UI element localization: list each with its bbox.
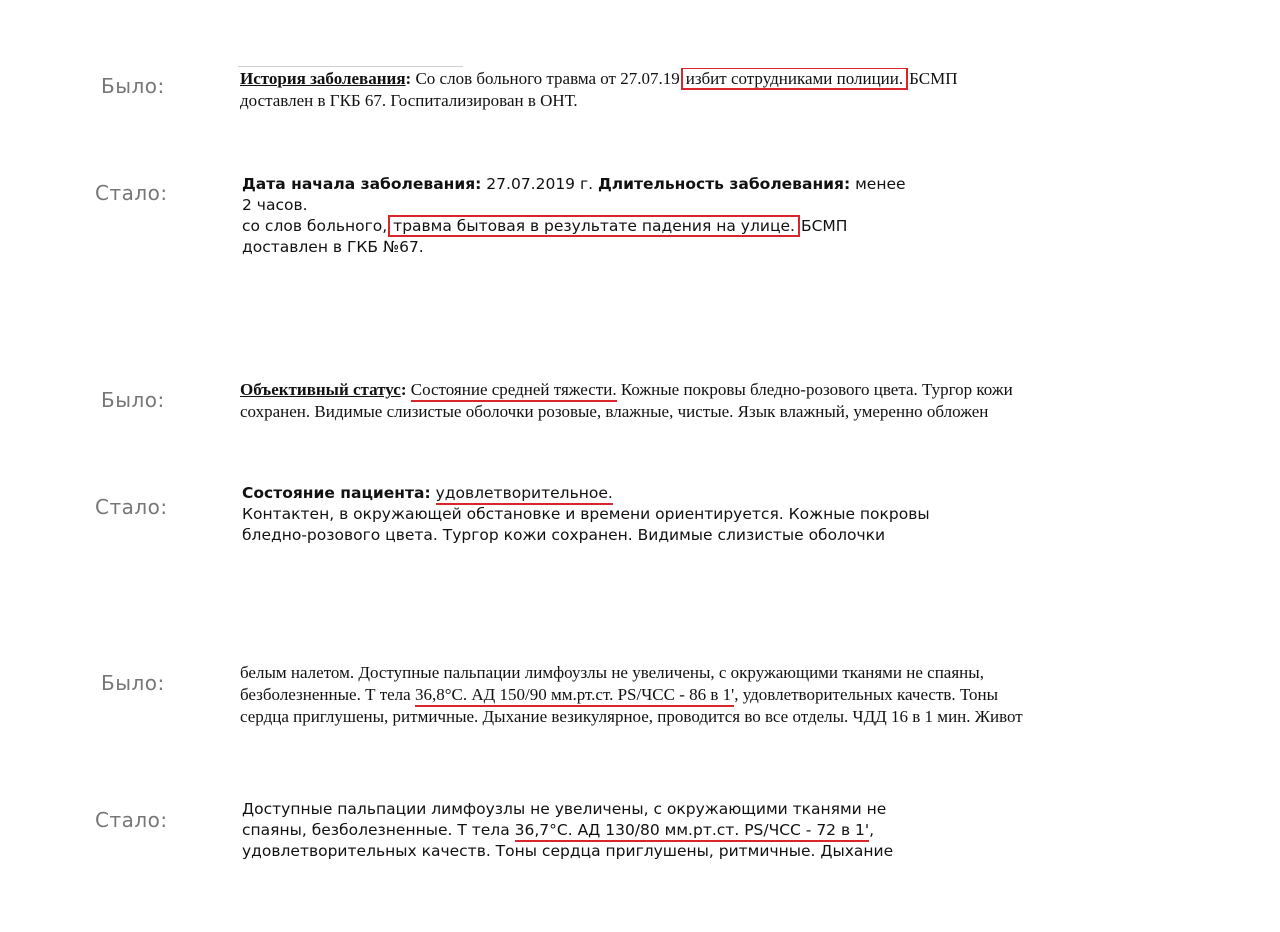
block3-after-excerpt [242,799,893,867]
block2-after-line2: Контактен, в окружающей обстановке и времени ориентируется. Кожные покровы [242,505,930,523]
label-after-2: Стало: [95,495,168,519]
block1-after-excerpt [242,174,906,258]
highlight-underline-vitals-after: 36,7°С. АД 130/80 мм.рт.ст. PS/ЧСС - 72 в 1' [515,821,870,842]
patient-condition-label: Состояние пациента: [242,484,431,502]
block3-after-line1: Доступные пальпации лимфоузлы не увеличены, с окружающими тканями не [242,800,887,818]
block2-after-excerpt [242,483,930,546]
objective-status-heading: Объективный статус [240,380,401,399]
block1-before-line2: доставлен в ГКБ 67. Госпитализирован в ОНТ. [240,91,578,110]
highlight-box-police: избит сотрудниками полиции. [681,68,908,90]
objective-status-colon: : [400,380,407,399]
block2-after-line3: бледно-розового цвета. Тургор кожи сохранен. Видимые слизистые оболочки [242,526,886,544]
block1-before-text: Со слов больного травма от 27.07.19 [411,69,680,88]
block3-after-line3: удовлетворительных качеств. Тоны сердца приглушены, ритмичные. Дыхание [242,842,894,860]
highlight-underline-condition: Состояние средней тяжести. [411,380,617,402]
block3-after-text: спаяны, безболезненные. Т тела [242,821,515,839]
block1-before-excerpt [240,68,958,116]
block3-after-tail: , [869,821,875,839]
label-before-3: Было: [101,671,165,695]
onset-date-label: Дата начала заболевания: [242,175,482,193]
block2-before-line1 [240,379,1013,401]
label-after-3: Стало: [95,808,168,832]
block3-before-text: безболезненные. Т тела [240,685,415,704]
history-heading: История заболевания [240,69,406,88]
history-heading-colon: : [405,69,412,88]
block2-after-line1 [242,483,930,504]
highlight-underline-vitals-before: 36,8°С. АД 150/90 мм.рт.ст. PS/ЧСС - 86 в 1' [415,685,734,707]
block3-before-excerpt [240,662,1023,734]
block3-before-tail: , удовлетворительных качеств. Тоны [734,685,999,704]
block1-after-bsmp: БСМП [800,217,848,235]
block3-before-line3: сердца приглушены, ритмичные. Дыхание везикулярное, проводится во все отделы. ЧДД 16 в 1 мин. Живот [240,707,1023,726]
block2-before-text: Кожные покровы бледно-розового цвета. Тургор кожи [616,380,1013,399]
highlight-underline-satisfactory: удовлетворительное. [436,484,613,505]
duration-label: Длительность заболевания: [597,175,851,193]
block2-before-line2: сохранен. Видимые слизистые оболочки розовые, влажные, чистые. Язык влажный, умеренно обложен [240,402,989,421]
label-after-1: Стало: [95,181,168,205]
block2-before-excerpt [240,379,1013,427]
block1-after-line2: 2 часов. [242,196,308,214]
block1-before-bsmp: БСМП [909,69,958,88]
block1-before-line1 [240,68,958,90]
highlight-box-fall: травма бытовая в результате падения на улице. [388,215,800,237]
block3-before-line2 [240,684,1023,706]
block1-after-line1 [242,174,906,195]
label-before-2: Было: [101,388,165,412]
block1-after-line4: доставлен в ГКБ №67. [242,238,424,256]
duration-value: менее [850,175,906,193]
onset-date-value: 27.07.2019 г. [481,175,598,193]
block3-after-line2 [242,820,893,841]
block3-before-line1: белым налетом. Доступные пальпации лимфоузлы не увеличены, с окружающими тканями не спаяны, [240,663,984,682]
block1-after-line3 [242,216,906,237]
block1-after-text: со слов больного, [242,217,388,235]
crop-edge [238,66,463,67]
label-before-1: Было: [101,74,165,98]
